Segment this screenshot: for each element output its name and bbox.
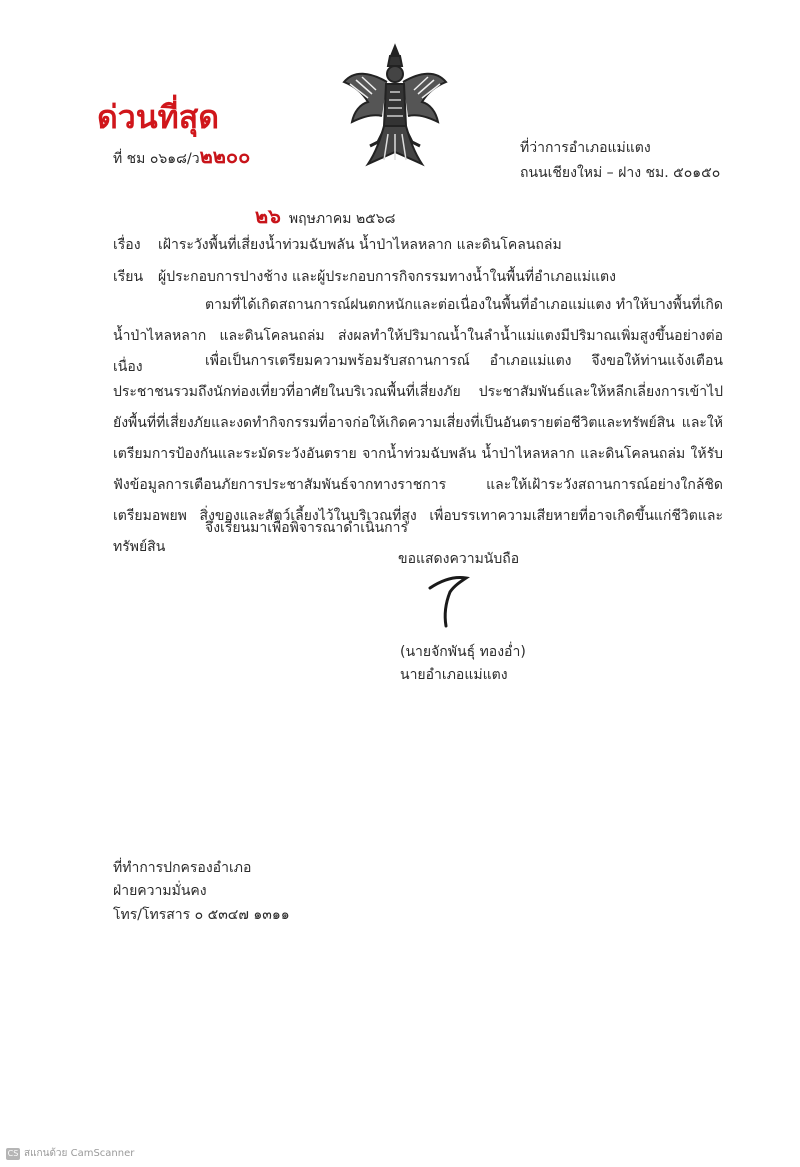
subject-text: เฝ้าระวังพื้นที่เสี่ยงน้ำท่วมฉับพลัน น้ำป่าไหลหลาก และดินโคลนถล่ม xyxy=(158,237,562,253)
subject-label: เรื่อง xyxy=(113,237,141,253)
reference-handwritten-number: ๒๒๐๐ xyxy=(199,144,251,168)
paragraph-1-text: ตามที่ได้เกิดสถานการณ์ฝนตกหนักและต่อเนื่องในพื้นที่อำเภอแม่แตง ทำให้บางพื้นที่เกิดน้ำป่าไหลหลาก และดินโคลนถล่ม ส่งผลทำให้ปริมาณน้ำในลำน้ำแม่แตงมีปริมาณเพิ่มสูงขึ้นอย่างต่อเนื่อง xyxy=(113,297,723,375)
footer-department: ฝ่ายความมั่นคง xyxy=(113,883,207,899)
signer-position: นายอำเภอแม่แตง xyxy=(400,667,508,683)
recipient-text: ผู้ประกอบการปางช้าง และผู้ประกอบการกิจกรรมทางน้ำในพื้นที่อำเภอแม่แตง xyxy=(158,269,616,285)
footer-phone: โทร/โทรสาร ๐ ๕๓๔๗ ๑๓๑๑ xyxy=(113,907,290,923)
complimentary-close: ขอแสดงความนับถือ xyxy=(398,551,520,567)
date-month-year: พฤษภาคม ๒๕๖๘ xyxy=(288,211,396,227)
camscanner-text: สแกนด้วย CamScanner xyxy=(24,1148,135,1159)
document-date xyxy=(255,200,395,232)
paragraph-2-text: เพื่อเป็นการเตรียมความพร้อมรับสถานการณ์ อำเภอแม่แตง จึงขอให้ท่านแจ้งเตือนประชาชนรวมถึงนักท่องเที่ยวที่อาศัยในบริเวณพื้นที่เสี่ยงภัย ประชาสัมพันธ์และให้หลีกเลี่ยงการเข้าไปยังพื้นที่ที่เสี่ยงภัยและงดทำกิจกรรมที่อาจก่อให้เกิดความเสี่ยงที่เป็นอันตรายต่อชีวิตและทรัพย์สิน และให้เตรียมการป้องกันและระมัดระวังอันตราย จากน้ำท่วมฉับพลัน น้ำป่าไหลหลาก และดินโคลนถล่ม ให้รับฟังข้อมูลการเตือนภัยการประชาสัมพันธ์จากทางราชการ และให้เฝ้าระวังสถานการณ์อย่างใกล้ชิด เตรียมอพยพ สิ่งของและสัตว์เลี้ยงไว้ในบริเวณที่สูง เพื่อบรรเทาความเสียหายที่อาจเกิดขึ้นแก่ชีวิตและทรัพย์สิน xyxy=(113,353,723,555)
camscanner-icon: CS xyxy=(7,1149,19,1158)
office-address-line1: ที่ว่าการอำเภอแม่แตง xyxy=(520,140,651,156)
camscanner-watermark xyxy=(6,1146,134,1161)
urgent-heading: ด่วนที่สุด xyxy=(97,98,220,136)
footer-office: ที่ทำการปกครองอำเภอ xyxy=(113,860,252,876)
signer-name: (นายจักพันธุ์ ทองอ่ำ) xyxy=(400,644,526,660)
closing-line: จึงเรียนมาเพื่อพิจารณาดำเนินการ xyxy=(205,520,409,536)
garuda-emblem-icon xyxy=(340,42,450,170)
handwritten-signature xyxy=(420,568,500,630)
office-address-line2: ถนนเชียงใหม่ – ฝาง ชม. ๕๐๑๕๐ xyxy=(520,165,721,181)
reference-number xyxy=(113,140,250,172)
date-day-handwritten: ๒๖ xyxy=(255,204,281,228)
recipient-label: เรียน xyxy=(113,269,144,285)
reference-prefix: ที่ ชม ๐๖๑๘/ว xyxy=(113,151,200,167)
